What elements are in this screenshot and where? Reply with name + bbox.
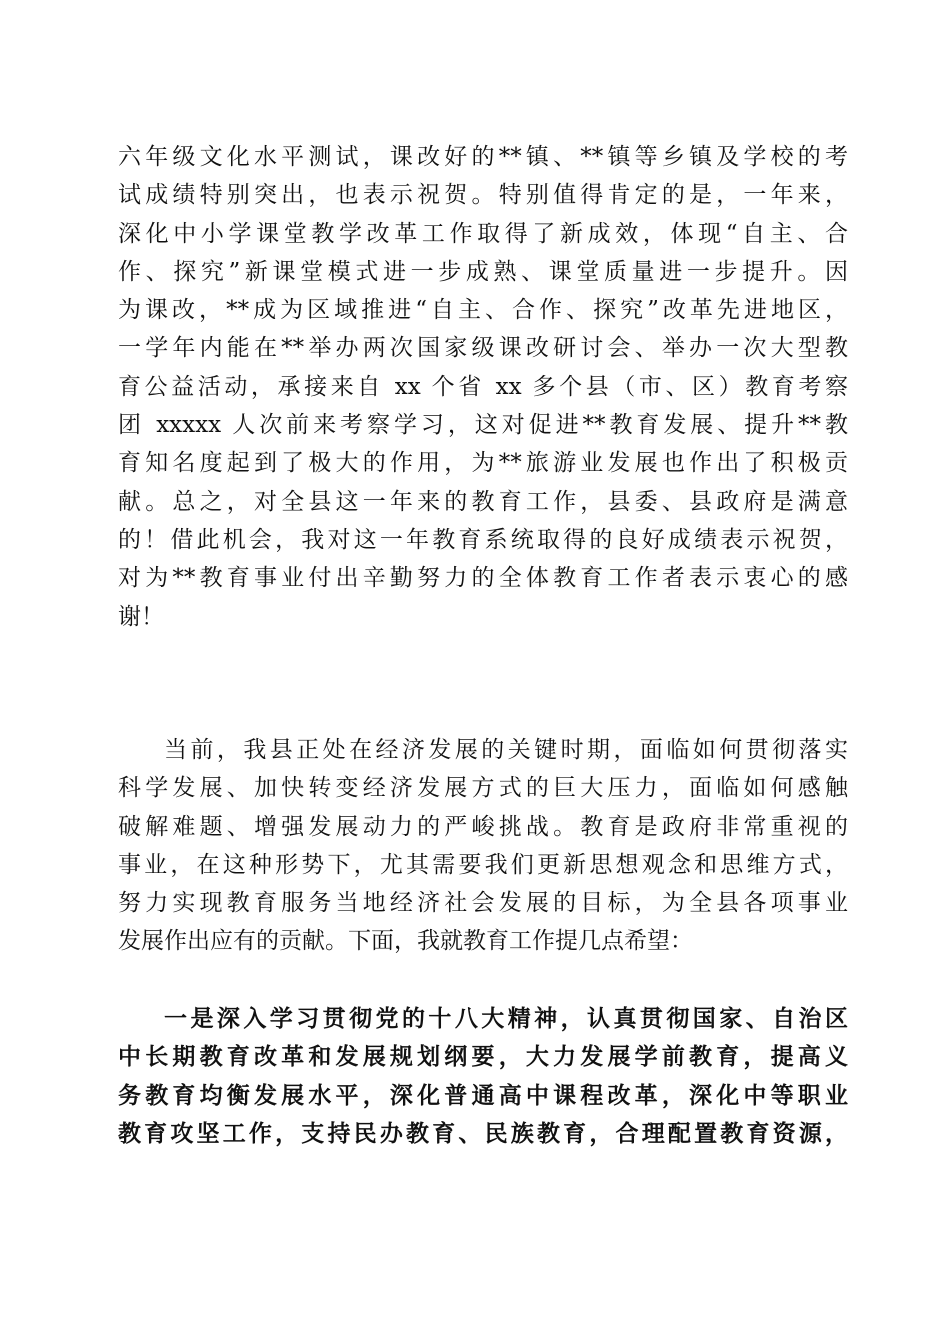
- paragraph-1: [118, 138, 848, 636]
- text-line: 试成绩特别突出，也表示祝贺。特别值得肯定的是，一年来，: [118, 182, 848, 209]
- text-line: 事业，在这种形势下，尤其需要我们更新思想观念和思维方式，: [118, 851, 848, 878]
- text-line: 一学年内能在**举办两次国家级课改研讨会、举办一次大型教: [118, 335, 848, 362]
- text-line: 育知名度起到了极大的作用，为**旅游业发展也作出了积极贡: [118, 450, 848, 477]
- text-line: 育公益活动，承接来自 xx 个省 xx 多个县（市、区）教育考察: [118, 373, 848, 400]
- text-line: 的！借此机会，我对这一年教育系统取得的良好成绩表示祝贺，: [118, 526, 848, 553]
- text-line: 务教育均衡发展水平，深化普通高中课程改革，深化中等职业: [118, 1081, 848, 1109]
- text-line: 教育攻坚工作，支持民办教育、民族教育，合理配置教育资源，: [118, 1119, 848, 1147]
- text-line: 发展作出应有的贡献。下面，我就教育工作提几点希望：: [118, 928, 693, 955]
- text-line: 科学发展、加快转变经济发展方式的巨大压力，面临如何感触: [118, 775, 848, 802]
- text-line: 破解难题、增强发展动力的严峻挑战。教育是政府非常重视的: [118, 813, 848, 840]
- text-line: 当前，我县正处在经济发展的关键时期，面临如何贯彻落实: [164, 737, 848, 763]
- text-line: 一是深入学习贯彻党的十八大精神，认真贯彻国家、自治区: [164, 1005, 848, 1032]
- paragraph-3: [118, 1000, 848, 1153]
- text-line: 中长期教育改革和发展规划纲要，大力发展学前教育，提高义: [118, 1043, 848, 1071]
- text-line: 对为**教育事业付出辛勤努力的全体教育工作者表示衷心的感: [118, 565, 848, 592]
- text-line: 作、探究”新课堂模式进一步成熟、课堂质量进一步提升。因: [118, 258, 848, 285]
- text-line: 六年级文化水平测试，课改好的**镇、**镇等乡镇及学校的考: [118, 144, 848, 170]
- text-line: 献。总之，对全县这一年来的教育工作，县委、县政府是满意: [118, 488, 848, 515]
- text-line: 努力实现教育服务当地经济社会发展的目标，为全县各项事业: [118, 890, 848, 917]
- paragraph-2: [118, 731, 848, 961]
- text-line: 团 xxxxx 人次前来考察学习，这对促进**教育发展、提升**教: [118, 412, 848, 439]
- text-line: 谢！: [118, 603, 164, 630]
- text-line: 深化中小学课堂教学改革工作取得了新成效，体现“自主、合: [118, 220, 848, 247]
- text-line: 为课改，**成为区域推进“自主、合作、探究”改革先进地区，: [118, 297, 848, 324]
